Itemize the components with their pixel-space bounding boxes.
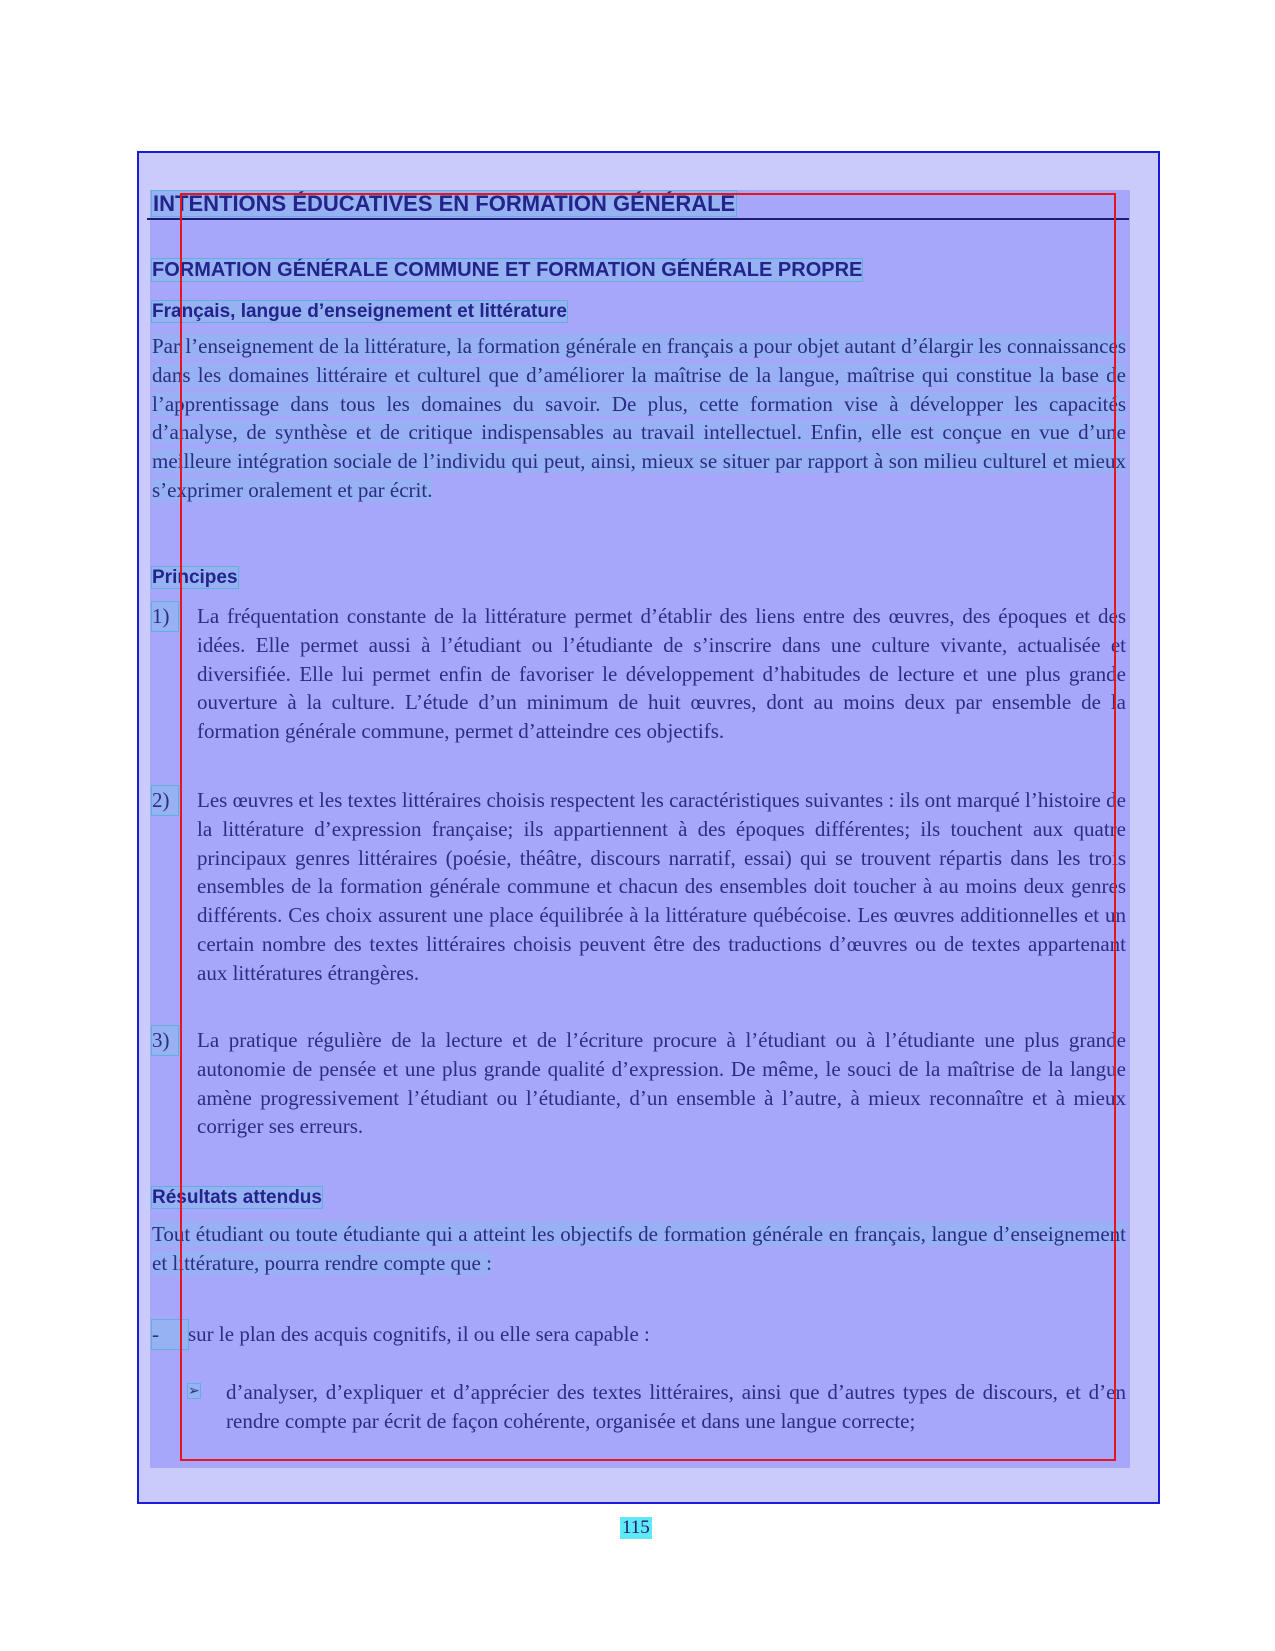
list-item-text xyxy=(197,786,1126,988)
dash-list-item xyxy=(152,1320,1126,1349)
intro-paragraph xyxy=(152,332,1126,505)
section-title xyxy=(152,258,1126,282)
subsection-title-text: Français, langue d’enseignement et littérature xyxy=(152,301,567,322)
list-item-text-content: Les œuvres et les textes littéraires choisis respectent les caractéristiques suivantes : ils ont marqué l’histoire de la littérature d’expression française; ils appartiennent à des époques différentes; ils touchent aux quatre principaux genres littéraires (poésie, théâtre, discours narratif, essai) qui se trouvent répartis dans les trois ensembles de la formation générale commune et chacun des ensembles doit toucher à au moins deux genres différents. Ces choix assurent une place équilibrée à la littérature québécoise. Les œuvres additionnelles et un certain nombre des textes littéraires choisis peuvent être des traductions d’œuvres ou de textes appartenant aux littératures étrangères. xyxy=(197,788,1126,985)
results-intro xyxy=(152,1220,1126,1278)
list-item-text-content: La pratique régulière de la lecture et de l’écriture procure à l’étudiant ou à l’étudiante une plus grande autonomie de pensée et une plus grande qualité d’expression. De même, le souci de la maîtrise de la langue amène progressivement l’étudiant ou l’étudiante, d’un ensemble à l’autre, à mieux reconnaître et à mieux corriger ses erreurs. xyxy=(197,1028,1126,1139)
title-divider xyxy=(147,218,1129,220)
principles-heading xyxy=(152,566,1126,590)
section-title-text: FORMATION GÉNÉRALE COMMUNE ET FORMATION GÉNÉRALE PROPRE xyxy=(152,259,863,281)
results-intro-text: Tout étudiant ou toute étudiante qui a atteint les objectifs de formation générale en français, langue d’enseignement et littérature, pourra rendre compte que : xyxy=(152,1222,1126,1275)
bullet-list-item-text-content: d’analyser, d’expliquer et d’apprécier des textes littéraires, ainsi que d’autres types de discours, et d’en rendre compte par écrit de façon cohérente, organisée et dans une langue correcte; xyxy=(226,1380,1126,1433)
results-heading-text: Résultats attendus xyxy=(152,1187,322,1208)
list-item-number: 1) xyxy=(152,602,178,631)
list-item xyxy=(152,602,1126,746)
arrow-bullet-icon: ➢ xyxy=(188,1383,200,1399)
bullet-list-item-text xyxy=(226,1378,1126,1436)
bullet-list-item xyxy=(188,1378,1126,1436)
principles-heading-text: Principes xyxy=(152,567,238,588)
list-item xyxy=(152,1026,1126,1141)
list-item-text xyxy=(197,1026,1126,1141)
intro-paragraph-text: Par l’enseignement de la littérature, la formation générale en français a pour objet autant d’élargir les connaissances dans les domaines littéraire et culturel que d’améliorer la maîtrise de la langue, maîtrise qui constitue la base de l’apprentissage dans tous les domaines du savoir. De plus, cette formation vise à développer les capacités d’analyse, de synthèse et de critique indispensables au travail intellectuel. Enfin, elle est conçue en vue d’une meilleure intégration sociale de l’individu qui peut, ainsi, mieux se situer par rapport à son milieu culturel et mieux s’exprimer oralement et par écrit. xyxy=(152,334,1126,502)
page-title xyxy=(152,191,1126,217)
page-title-text: INTENTIONS ÉDUCATIVES EN FORMATION GÉNÉRALE xyxy=(153,191,736,216)
subsection-title xyxy=(152,300,1126,324)
results-heading xyxy=(152,1186,1126,1210)
list-item-number: 3) xyxy=(152,1026,178,1055)
dash-list-item-text: sur le plan des acquis cognitifs, il ou elle sera capable : xyxy=(188,1322,650,1346)
page-number: 115 xyxy=(622,1517,650,1538)
list-item-number: 2) xyxy=(152,786,178,815)
list-item-text xyxy=(197,602,1126,746)
list-item xyxy=(152,786,1126,988)
dash-marker: - xyxy=(152,1320,188,1349)
list-item-text-content: La fréquentation constante de la littérature permet d’établir des liens entre des œuvres, des époques et des idées. Elle permet aussi à l’étudiant ou l’étudiante de s’inscrire dans une culture vivante, actualisée et diversifiée. Elle lui permet enfin de favoriser le développement d’habitudes de lecture et une plus grande ouverture à la culture. L’étude d’un minimum de huit œuvres, dont au moins deux par ensemble de la formation générale commune, permet d’atteindre ces objectifs. xyxy=(197,604,1126,744)
